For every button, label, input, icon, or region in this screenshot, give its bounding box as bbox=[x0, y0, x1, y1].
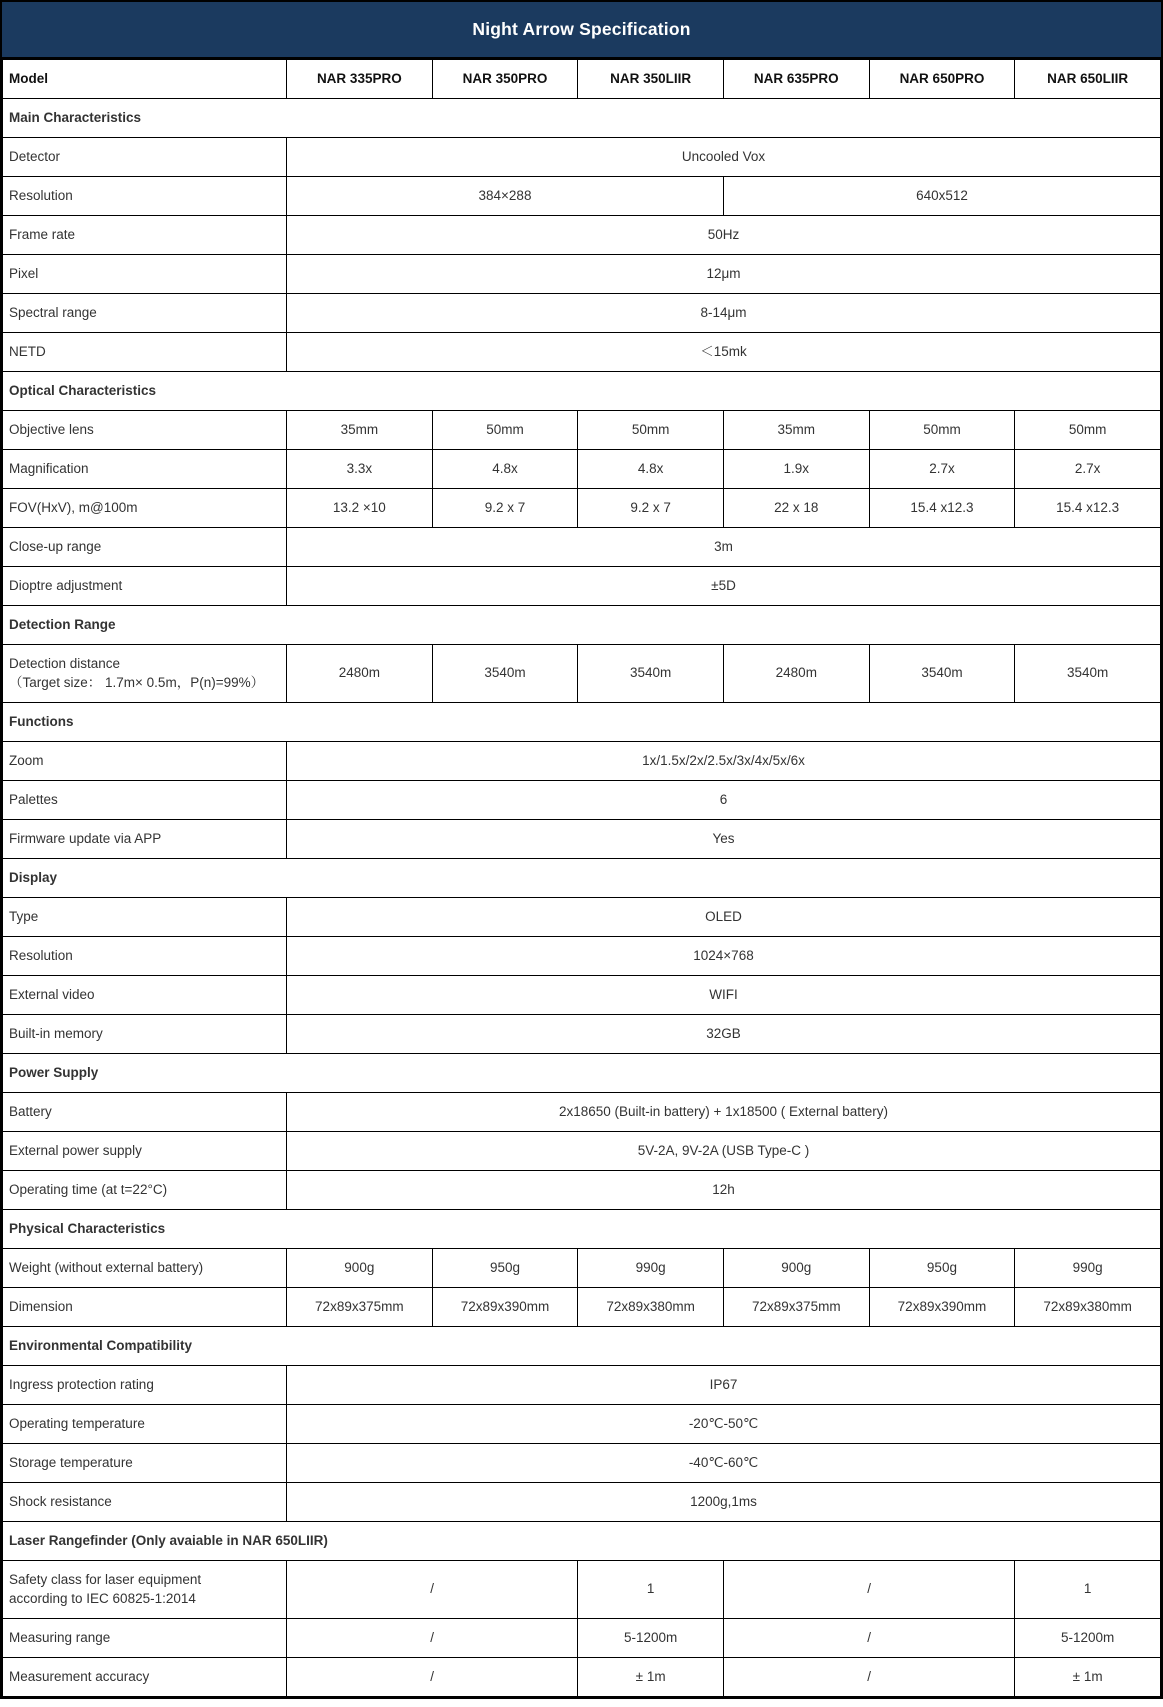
spec-row bbox=[3, 898, 1161, 937]
spec-row bbox=[3, 1444, 1161, 1483]
row-label-text: Magnification bbox=[9, 460, 89, 476]
row-label bbox=[3, 1132, 287, 1171]
spec-value-cell: WIFI bbox=[287, 976, 1161, 1015]
section-row bbox=[3, 703, 1161, 742]
row-label-text: Operating temperature bbox=[9, 1415, 145, 1431]
spec-value-cell: 35mm bbox=[287, 411, 433, 450]
row-label bbox=[3, 1444, 287, 1483]
row-label-text: Storage temperature bbox=[9, 1454, 133, 1470]
spec-value-cell: 640x512 bbox=[723, 177, 1160, 216]
row-label-text: Pixel bbox=[9, 265, 39, 281]
spec-value-cell: 9.2 x 7 bbox=[578, 489, 724, 528]
row-label bbox=[3, 1288, 287, 1327]
section-header: Environmental Compatibility bbox=[3, 1327, 1161, 1366]
row-label bbox=[3, 294, 287, 333]
spec-row bbox=[3, 1015, 1161, 1054]
row-label bbox=[3, 781, 287, 820]
model-header-cell: NAR 335PRO bbox=[287, 60, 433, 99]
row-label-text: Resolution bbox=[9, 187, 73, 203]
spec-row bbox=[3, 1171, 1161, 1210]
spec-value-cell: 990g bbox=[1015, 1249, 1161, 1288]
row-label-text: Battery bbox=[9, 1103, 52, 1119]
row-label bbox=[3, 645, 287, 703]
spec-value-cell: -40℃-60℃ bbox=[287, 1444, 1161, 1483]
spec-value-cell: 50mm bbox=[869, 411, 1015, 450]
spec-value-cell: 50mm bbox=[1015, 411, 1161, 450]
spec-row bbox=[3, 1249, 1161, 1288]
spec-value-cell: Uncooled Vox bbox=[287, 138, 1161, 177]
spec-value-cell: 72x89x380mm bbox=[1015, 1288, 1161, 1327]
spec-value-cell: 4.8x bbox=[432, 450, 578, 489]
model-row bbox=[3, 60, 1161, 99]
row-label-text: Type bbox=[9, 908, 39, 924]
spec-value-cell: / bbox=[723, 1658, 1014, 1697]
row-label bbox=[3, 177, 287, 216]
spec-value-cell: 900g bbox=[723, 1249, 869, 1288]
spec-row bbox=[3, 255, 1161, 294]
spec-row bbox=[3, 177, 1161, 216]
spec-value-cell: 72x89x375mm bbox=[287, 1288, 433, 1327]
spec-row bbox=[3, 1093, 1161, 1132]
spec-value-cell: 5-1200m bbox=[578, 1619, 724, 1658]
spec-row bbox=[3, 1619, 1161, 1658]
spec-value-cell: ± 1m bbox=[1015, 1658, 1161, 1697]
spec-value-cell: 3.3x bbox=[287, 450, 433, 489]
spec-value-cell: 72x89x390mm bbox=[432, 1288, 578, 1327]
spec-row bbox=[3, 138, 1161, 177]
section-header: Main Characteristics bbox=[3, 99, 1161, 138]
spec-row bbox=[3, 1405, 1161, 1444]
spec-value-cell: 4.8x bbox=[578, 450, 724, 489]
spec-value-cell: / bbox=[723, 1619, 1014, 1658]
spec-value-cell: 2480m bbox=[287, 645, 433, 703]
row-label bbox=[3, 216, 287, 255]
model-header-cell: NAR 350PRO bbox=[432, 60, 578, 99]
row-label bbox=[3, 1658, 287, 1697]
row-label bbox=[3, 1093, 287, 1132]
spec-value-cell: ± 1m bbox=[578, 1658, 724, 1697]
spec-row bbox=[3, 333, 1161, 372]
section-header: Physical Characteristics bbox=[3, 1210, 1161, 1249]
row-label-text: External video bbox=[9, 986, 95, 1002]
row-label-text: Ingress protection rating bbox=[9, 1376, 154, 1392]
row-label-text: Dimension bbox=[9, 1298, 73, 1314]
spec-value-cell: 12h bbox=[287, 1171, 1161, 1210]
spec-row bbox=[3, 528, 1161, 567]
row-label bbox=[3, 937, 287, 976]
row-label-text: Dioptre adjustment bbox=[9, 577, 123, 593]
row-label-text: Frame rate bbox=[9, 226, 76, 242]
spec-value-cell: / bbox=[723, 1561, 1014, 1619]
section-header: Laser Rangefinder (Only avaiable in NAR 650LIIR) bbox=[3, 1522, 1161, 1561]
row-label bbox=[3, 742, 287, 781]
spec-value-cell: 950g bbox=[869, 1249, 1015, 1288]
section-row bbox=[3, 1522, 1161, 1561]
spec-value-cell: 32GB bbox=[287, 1015, 1161, 1054]
row-label-text: Weight (without external battery) bbox=[9, 1259, 204, 1275]
row-label bbox=[3, 1619, 287, 1658]
spec-value-cell: 384×288 bbox=[287, 177, 724, 216]
spec-value-cell: 6 bbox=[287, 781, 1161, 820]
section-row bbox=[3, 372, 1161, 411]
section-header: Detection Range bbox=[3, 606, 1161, 645]
model-header-cell: NAR 635PRO bbox=[723, 60, 869, 99]
spec-value-cell: ±5D bbox=[287, 567, 1161, 606]
row-label bbox=[3, 1171, 287, 1210]
row-label bbox=[3, 1015, 287, 1054]
spec-value-cell: 72x89x390mm bbox=[869, 1288, 1015, 1327]
spec-row bbox=[3, 742, 1161, 781]
spec-row bbox=[3, 781, 1161, 820]
spec-row bbox=[3, 1132, 1161, 1171]
spec-value-cell: 2.7x bbox=[869, 450, 1015, 489]
spec-value-cell: Yes bbox=[287, 820, 1161, 859]
spec-value-cell: 12μm bbox=[287, 255, 1161, 294]
spec-value-cell: / bbox=[287, 1561, 578, 1619]
spec-row bbox=[3, 1561, 1161, 1619]
spec-row bbox=[3, 411, 1161, 450]
page-title: Night Arrow Specification bbox=[2, 2, 1161, 59]
row-label-text: Objective lens bbox=[9, 421, 94, 437]
spec-value-cell: 50Hz bbox=[287, 216, 1161, 255]
row-label bbox=[3, 976, 287, 1015]
row-label bbox=[3, 450, 287, 489]
spec-value-cell: 13.2 ×10 bbox=[287, 489, 433, 528]
spec-value-cell: 1 bbox=[1015, 1561, 1161, 1619]
spec-value-cell: 50mm bbox=[432, 411, 578, 450]
row-label bbox=[3, 333, 287, 372]
section-header: Power Supply bbox=[3, 1054, 1161, 1093]
row-label-text: External power supply bbox=[9, 1142, 142, 1158]
spec-value-cell: 1024×768 bbox=[287, 937, 1161, 976]
spec-value-cell: 950g bbox=[432, 1249, 578, 1288]
row-label-text: Close-up range bbox=[9, 538, 102, 554]
row-label bbox=[3, 1483, 287, 1522]
row-label-text: Measurement accuracy bbox=[9, 1668, 150, 1684]
row-label-text: NETD bbox=[9, 343, 46, 359]
row-label bbox=[3, 567, 287, 606]
spec-value-cell: 72x89x375mm bbox=[723, 1288, 869, 1327]
spec-value-cell: 3540m bbox=[869, 645, 1015, 703]
row-label bbox=[3, 138, 287, 177]
row-label-text: Detection distance bbox=[9, 656, 121, 672]
row-label-text: Measuring range bbox=[9, 1629, 111, 1645]
spec-row bbox=[3, 450, 1161, 489]
model-row-label: Model bbox=[3, 60, 287, 99]
spec-value-cell: 1.9x bbox=[723, 450, 869, 489]
spec-row bbox=[3, 1366, 1161, 1405]
section-header: Optical Characteristics bbox=[3, 372, 1161, 411]
spec-value-cell: 35mm bbox=[723, 411, 869, 450]
spec-value-cell: OLED bbox=[287, 898, 1161, 937]
spec-value-cell: 3540m bbox=[1015, 645, 1161, 703]
spec-value-cell: 1200g,1ms bbox=[287, 1483, 1161, 1522]
spec-value-cell: 1x/1.5x/2x/2.5x/3x/4x/5x/6x bbox=[287, 742, 1161, 781]
row-label-text: Shock resistance bbox=[9, 1493, 112, 1509]
spec-row bbox=[3, 976, 1161, 1015]
spec-value-cell: IP67 bbox=[287, 1366, 1161, 1405]
spec-value-cell: 15.4 x12.3 bbox=[869, 489, 1015, 528]
spec-row bbox=[3, 489, 1161, 528]
spec-row bbox=[3, 1658, 1161, 1697]
row-label bbox=[3, 255, 287, 294]
spec-row bbox=[3, 294, 1161, 333]
spec-row bbox=[3, 567, 1161, 606]
spec-value-cell: 5-1200m bbox=[1015, 1619, 1161, 1658]
model-header-cell: NAR 650PRO bbox=[869, 60, 1015, 99]
spec-value-cell: 2x18650 (Built-in battery) + 1x18500 ( External battery) bbox=[287, 1093, 1161, 1132]
spec-value-cell: 1 bbox=[578, 1561, 724, 1619]
section-row bbox=[3, 1210, 1161, 1249]
row-label bbox=[3, 1561, 287, 1619]
spec-value-cell: / bbox=[287, 1658, 578, 1697]
row-label-text: Resolution bbox=[9, 947, 73, 963]
row-label bbox=[3, 411, 287, 450]
section-row bbox=[3, 859, 1161, 898]
model-header-cell: NAR 650LIIR bbox=[1015, 60, 1161, 99]
row-label-text: Operating time (at t=22°C) bbox=[9, 1181, 168, 1197]
spec-value-cell: 3m bbox=[287, 528, 1161, 567]
row-label bbox=[3, 1366, 287, 1405]
spec-value-cell: 900g bbox=[287, 1249, 433, 1288]
row-label-text: Safety class for laser equipment bbox=[9, 1572, 202, 1588]
row-label bbox=[3, 898, 287, 937]
spec-value-cell: 2480m bbox=[723, 645, 869, 703]
row-label bbox=[3, 820, 287, 859]
spec-value-cell: 2.7x bbox=[1015, 450, 1161, 489]
spec-row bbox=[3, 1288, 1161, 1327]
row-label-text: FOV(HxV), m@100m bbox=[9, 499, 138, 515]
spec-row bbox=[3, 937, 1161, 976]
spec-value-cell: 15.4 x12.3 bbox=[1015, 489, 1161, 528]
spec-value-cell: 9.2 x 7 bbox=[432, 489, 578, 528]
spec-row bbox=[3, 216, 1161, 255]
spec-value-cell: 5V-2A, 9V-2A (USB Type-C ) bbox=[287, 1132, 1161, 1171]
spec-table-body bbox=[3, 60, 1161, 1697]
spec-row bbox=[3, 645, 1161, 703]
section-row bbox=[3, 606, 1161, 645]
spec-value-cell: 3540m bbox=[578, 645, 724, 703]
row-sublabel-text: （Target size： 1.7m× 0.5m，P(n)=99%） bbox=[9, 674, 265, 690]
spec-value-cell: 990g bbox=[578, 1249, 724, 1288]
row-label-text: Spectral range bbox=[9, 304, 97, 320]
spec-value-cell: 8-14μm bbox=[287, 294, 1161, 333]
spec-row bbox=[3, 820, 1161, 859]
spec-value-cell: 50mm bbox=[578, 411, 724, 450]
row-label bbox=[3, 489, 287, 528]
row-label bbox=[3, 528, 287, 567]
spec-value-cell: ＜15mk bbox=[287, 333, 1161, 372]
spec-table bbox=[2, 59, 1161, 1697]
row-label bbox=[3, 1249, 287, 1288]
row-label-text: Built-in memory bbox=[9, 1025, 103, 1041]
row-label-text: Palettes bbox=[9, 791, 58, 807]
section-header: Display bbox=[3, 859, 1161, 898]
spec-row bbox=[3, 1483, 1161, 1522]
spec-value-cell: / bbox=[287, 1619, 578, 1658]
section-row bbox=[3, 1054, 1161, 1093]
spec-value-cell: -20℃-50℃ bbox=[287, 1405, 1161, 1444]
row-label-text: Detector bbox=[9, 148, 61, 164]
spec-value-cell: 3540m bbox=[432, 645, 578, 703]
row-label bbox=[3, 1405, 287, 1444]
spec-value-cell: 72x89x380mm bbox=[578, 1288, 724, 1327]
spec-value-cell: 22 x 18 bbox=[723, 489, 869, 528]
section-row bbox=[3, 1327, 1161, 1366]
row-label-text: Zoom bbox=[9, 752, 44, 768]
row-sublabel-text: according to IEC 60825-1:2014 bbox=[9, 1590, 196, 1606]
section-header: Functions bbox=[3, 703, 1161, 742]
section-row bbox=[3, 99, 1161, 138]
model-header-cell: NAR 350LIIR bbox=[578, 60, 724, 99]
row-label-text: Firmware update via APP bbox=[9, 830, 162, 846]
